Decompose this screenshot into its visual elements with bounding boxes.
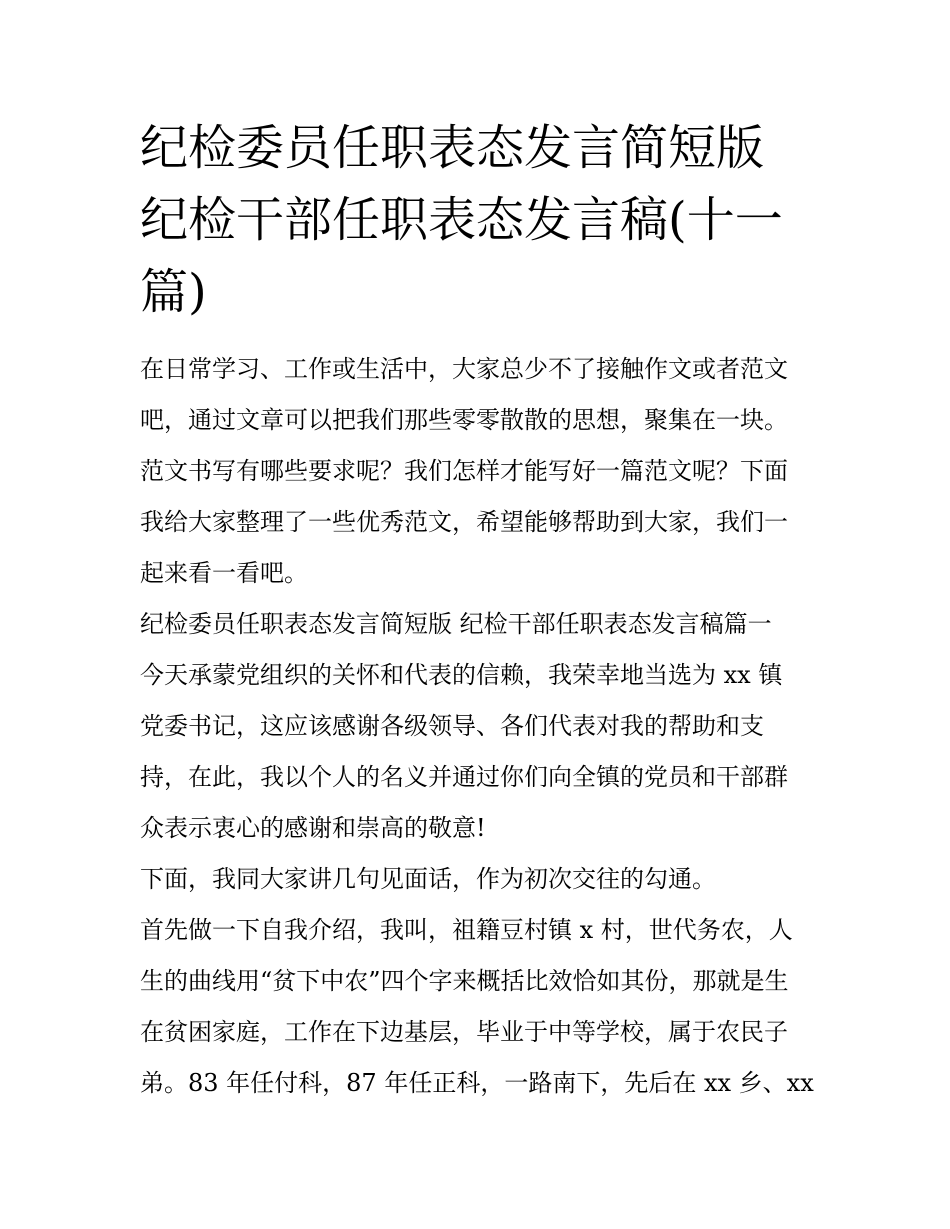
body-line: 我给大家整理了一些优秀范文，希望能够帮助到大家，我们一: [140, 508, 788, 536]
title-line: 纪检干部任职表态发言稿(十一: [140, 192, 783, 248]
document-body: [140, 344, 820, 1109]
title-line: 篇): [140, 264, 207, 320]
title-line: 纪检委员任职表态发言简短版: [140, 120, 765, 176]
document-content: [140, 112, 820, 1109]
body-line: 党委书记，这应该感谢各级领导、各们代表对我的帮助和支: [140, 712, 764, 740]
body-line: 今天承蒙党组织的关怀和代表的信赖，我荣幸地当选为 xx 镇: [140, 661, 783, 689]
body-line: 首先做一下自我介绍，我叫，祖籍豆村镇 x 村，世代务农，人: [140, 916, 793, 944]
body-line: 持，在此，我以个人的名义并通过你们向全镇的党员和干部群: [140, 763, 788, 791]
body-line: 在贫困家庭，工作在下边基层，毕业于中等学校，属于农民子: [140, 1018, 788, 1046]
body-line: 在日常学习、工作或生活中，大家总少不了接触作文或者范文: [140, 355, 788, 383]
body-line: 弟。83 年任付科，87 年任正科，一路南下，先后在 xx 乡、xx: [140, 1069, 814, 1097]
body-line: 生的曲线用“贫下中农”四个字来概括比效恰如其份，那就是生: [140, 967, 789, 995]
document-title: [140, 112, 820, 328]
body-line: 下面，我同大家讲几句见面话，作为初次交往的勾通。: [140, 865, 716, 893]
body-line: 起来看一看吧。: [140, 559, 308, 587]
body-line: 众表示衷心的感谢和崇高的敬意!: [140, 814, 486, 842]
body-line: 吧，通过文章可以把我们那些零零散散的思想，聚集在一块。: [140, 406, 788, 434]
body-line: 纪检委员任职表态发言简短版 纪检干部任职表态发言稿篇一: [140, 610, 772, 638]
body-line: 范文书写有哪些要求呢？我们怎样才能写好一篇范文呢？下面: [140, 457, 788, 485]
